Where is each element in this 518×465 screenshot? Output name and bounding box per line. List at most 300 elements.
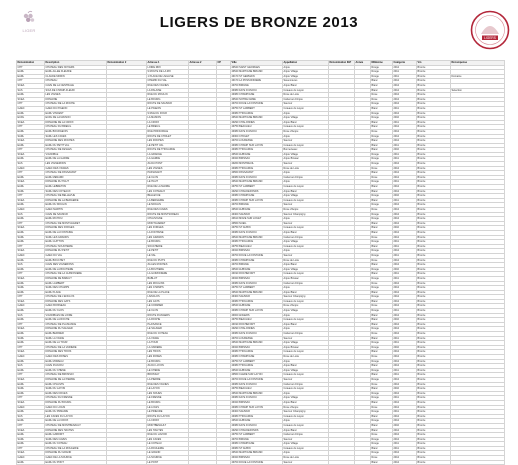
table-cell: 2011: [393, 368, 417, 373]
table-cell: Savennieres: [283, 79, 329, 84]
table-cell: 2012: [393, 97, 417, 102]
table-cell: 2010: [393, 267, 417, 272]
table-cell: Bronze: [417, 93, 451, 98]
table-cell: CHT: [17, 79, 45, 84]
table-cell: Bronze: [417, 116, 451, 121]
table-cell: Rouge: [371, 249, 393, 254]
table-cell: 2012: [393, 93, 417, 98]
table-cell: Bronze: [417, 221, 451, 226]
table-cell: SARL: [17, 437, 45, 442]
table-cell: 49380 CHAMPIGNE: [231, 442, 283, 447]
table-cell: Anjou Blanc: [283, 263, 329, 268]
table-cell: 2012: [393, 414, 417, 419]
table-cell: 49170 LA POSSONNIERE: [231, 79, 283, 84]
column-header: Description: [45, 61, 107, 66]
table-cell: 49540 AUBIGNE: [231, 208, 283, 213]
table-cell: 49700 LOURESSE: [231, 139, 283, 144]
table-cell: LA SOURCE: [147, 456, 189, 461]
column-header: Millésime: [371, 61, 393, 66]
table-cell: 49380 ST AUBIN: [231, 446, 283, 451]
table-cell: Rose de Loire: [283, 93, 329, 98]
table-cell: GAEC: [17, 208, 45, 213]
table-cell: LES CAVES DU LAYON: [45, 414, 107, 419]
table-cell: VIGNOBLE: [45, 152, 107, 157]
table-cell: 2012: [393, 456, 417, 461]
table-cell: DOMAINE DES TROIS: [45, 350, 107, 355]
table-cell: LES VIGNERONS: [45, 162, 107, 167]
table-cell: CAVE DES VIGNERONS: [45, 263, 107, 268]
table-cell: EARL DU CLOS: [45, 309, 107, 314]
table-cell: Bronze: [417, 433, 451, 438]
table-cell: EARL DU CHENE: [45, 368, 107, 373]
table-cell: Saumur Champigny: [283, 410, 329, 415]
table-cell: Rose: [371, 93, 393, 98]
table-cell: EARL MENARD: [45, 175, 107, 180]
table-cell: 2012: [393, 290, 417, 295]
table-cell: GAEC MARTIN: [45, 208, 107, 213]
table-cell: SARL: [17, 235, 45, 240]
table-cell: 49380 THOUARCE: [231, 111, 283, 116]
table-cell: Rose: [371, 129, 393, 134]
column-header: Vin: [417, 61, 451, 66]
table-cell: CHATEAU DU FRESNE: [45, 396, 107, 401]
table-cell: 2012: [393, 212, 417, 217]
table-cell: Rouge: [371, 116, 393, 121]
table-cell: LE BOURG: [147, 359, 189, 364]
table-cell: ROUTE DU LAYON: [147, 414, 189, 419]
table-cell: LE MOULIN: [147, 203, 189, 208]
table-cell: 49540 MARTIGNE BRIAND: [231, 451, 283, 456]
table-cell: Anjou Brissac: [283, 276, 329, 281]
table-cell: Blanc: [371, 148, 393, 153]
table-cell: 2012: [393, 364, 417, 369]
table-cell: Rouge: [371, 437, 393, 442]
table-cell: 49540 AUBIGNE: [231, 419, 283, 424]
table-cell: Blanc: [371, 83, 393, 88]
table-cell: Anjou: [283, 217, 329, 222]
table-cell: LE SAUGER: [147, 327, 189, 332]
table-cell: SCEA: [17, 226, 45, 231]
table-cell: 49750 BEAULIEU: [231, 244, 283, 249]
table-cell: LE PIGEON: [147, 106, 189, 111]
table-cell: Saumur: [283, 139, 329, 144]
table-cell: SCEA: [17, 83, 45, 88]
table-cell: 49700 DOUE LA FONTAINE: [231, 253, 283, 258]
table-cell: LES VIGNES: [147, 166, 189, 171]
table-cell: Rose: [371, 382, 393, 387]
table-cell: Rouge: [371, 152, 393, 157]
table-cell: CHT: [17, 345, 45, 350]
table-cell: Bronze: [417, 359, 451, 364]
table-cell: 49400 SAUMUR: [231, 295, 283, 300]
table-cell: Anjou Brissac: [283, 345, 329, 350]
table-cell: SARL LES CAVES: [45, 134, 107, 139]
table-cell: Blanc: [371, 88, 393, 93]
table-cell: LE BOURG: [147, 400, 189, 405]
table-cell: Bronze: [417, 97, 451, 102]
table-cell: EARL: [17, 230, 45, 235]
table-cell: Anjou Village: [283, 152, 329, 157]
table-cell: Anjou Village: [283, 442, 329, 447]
table-cell: Cabernet d'Anjou: [283, 433, 329, 438]
table-cell: Blanc: [371, 143, 393, 148]
table-cell: Anjou Blanc: [283, 322, 329, 327]
table-cell: [329, 460, 355, 465]
table-cell: Coteaux du Layon: [283, 226, 329, 231]
table-cell: CHT: [17, 244, 45, 249]
table-cell: 2010: [393, 423, 417, 428]
table-cell: 49380 FAYE D'ANJOU: [231, 423, 283, 428]
table-cell: Bronze: [417, 368, 451, 373]
table-cell: 2012: [393, 162, 417, 167]
table-cell: EARL: [17, 240, 45, 245]
table-cell: Bronze: [417, 175, 451, 180]
table-cell: EARL: [17, 419, 45, 424]
table-cell: Rose: [371, 235, 393, 240]
table-cell: 49380 FAYE D'ANJOU: [231, 396, 283, 401]
table-cell: SCEA: [17, 198, 45, 203]
table-cell: LOIRE RDV: [147, 65, 189, 70]
table-cell: Bronze: [417, 299, 451, 304]
table-cell: 9 RUE DU FOUR: [147, 111, 189, 116]
table-cell: Bronze: [417, 139, 451, 144]
table-cell: Bronze: [417, 377, 451, 382]
table-cell: LE LAYON: [147, 387, 189, 392]
table-cell: Blanc: [371, 336, 393, 341]
table-cell: CHATEAU DE MONTGUERET: [45, 221, 107, 226]
table-cell: DOMAINE DE BABLUT: [45, 276, 107, 281]
table-cell: 49300 CHOLET: [231, 134, 283, 139]
table-cell: 2012: [393, 221, 417, 226]
table-cell: LA PALAISE: [147, 88, 189, 93]
column-header: Catégorie: [393, 61, 417, 66]
table-cell: DOMAINE DU SAUGER: [45, 327, 107, 332]
table-cell: EARL: [17, 143, 45, 148]
table-cell: 2011: [393, 442, 417, 447]
table-cell: EARL: [17, 70, 45, 75]
table-cell: SCEA: [17, 327, 45, 332]
table-cell: 49380 FAYE D'ANJOU: [231, 230, 283, 235]
table-cell: 2011: [393, 240, 417, 245]
table-cell: Coteaux du Layon: [283, 299, 329, 304]
table-cell: Coteaux du Layon: [283, 373, 329, 378]
table-cell: Cabernet d'Anjou: [283, 332, 329, 337]
column-header: Dénomination 2: [107, 61, 147, 66]
table-cell: LE PETIT: [147, 249, 189, 254]
table-cell: LE BOURG: [147, 97, 189, 102]
table-cell: 49380 CHAMPIGNE: [231, 355, 283, 360]
table-cell: 2011: [393, 410, 417, 415]
table-cell: Blanc: [371, 373, 393, 378]
table-cell: SAS: [17, 263, 45, 268]
table-cell: Saumur: [283, 377, 329, 382]
table-cell: 2012: [393, 405, 417, 410]
table-cell: Bronze: [417, 120, 451, 125]
table-cell: 49380 FAYE D'ANJOU: [231, 88, 283, 93]
table-cell: Anjou Blanc: [283, 290, 329, 295]
table-cell: SCEA: [17, 152, 45, 157]
table-cell: Saumur: [283, 203, 329, 208]
table-cell: GAEC: [17, 166, 45, 171]
table-cell: 49750 BEAULIEU: [231, 318, 283, 323]
table-cell: 2012: [393, 322, 417, 327]
table-cell: Rose de Loire: [283, 258, 329, 263]
table-cell: Saumur: [283, 221, 329, 226]
table-cell: Coteaux du Layon: [283, 198, 329, 203]
table-cell: 49540 AUBIGNE: [231, 267, 283, 272]
table-cell: LE CLOS: [147, 175, 189, 180]
column-header: Dénomination IGP: [329, 61, 355, 66]
table-cell: Bronze: [417, 309, 451, 314]
table-cell: GAEC BOISSEAU: [45, 304, 107, 309]
table-cell: Anjou Blanc: [283, 189, 329, 194]
table-cell: Bronze: [417, 70, 451, 75]
table-cell: 2011: [393, 74, 417, 79]
table-cell: LA GUIMONIERE: [147, 272, 189, 277]
table-cell: Bronze: [417, 180, 451, 185]
table-cell: 49540 AUBIGNE: [231, 368, 283, 373]
table-cell: 9 ROUTE DE LA RIV: [147, 70, 189, 75]
table-cell: 49750 ST LAMBERT: [231, 185, 283, 190]
table-cell: CAVE DE LA CENTRALE: [45, 83, 107, 88]
table-cell: Bronze: [417, 235, 451, 240]
table-cell: 2012: [393, 382, 417, 387]
table-cell: Blanc: [371, 423, 393, 428]
table-cell: Rouge: [371, 194, 393, 199]
table-cell: Bronze: [417, 198, 451, 203]
table-cell: 49320 BRISSAC: [231, 345, 283, 350]
table-cell: Rouge: [371, 286, 393, 291]
table-cell: Saumur Champigny: [283, 212, 329, 217]
table-cell: 49320 BRISSAC: [231, 249, 283, 254]
table-cell: Rose de Loire: [283, 355, 329, 360]
table-cell: GAEC: [17, 106, 45, 111]
table-cell: Blanc: [371, 350, 393, 355]
table-cell: 49750 ST LAMBERT: [231, 106, 283, 111]
table-cell: Bronze: [417, 405, 451, 410]
table-cell: EARL VINCENT: [45, 111, 107, 116]
table-cell: LE BREUIL: [147, 125, 189, 130]
table-cell: EARL: [17, 74, 45, 79]
table-cell: Cabernet d'Anjou: [283, 97, 329, 102]
table-cell: 2012: [393, 332, 417, 337]
table-cell: 49750 BEAULIEU: [231, 125, 283, 130]
table-cell: 2012: [393, 451, 417, 456]
table-cell: Anjou Village: [283, 396, 329, 401]
table-cell: DOMAINE DES HAUTES: [45, 428, 107, 433]
table-cell: Coteaux du Layon: [283, 423, 329, 428]
table-cell: Bronze: [417, 446, 451, 451]
table-cell: 49540 AUBIGNE: [231, 152, 283, 157]
table-cell: LE HAUT: [147, 180, 189, 185]
table-cell: GAEC DES VIGNES: [45, 166, 107, 171]
table-cell: EARL: [17, 111, 45, 116]
table-cell: GAEC: [17, 405, 45, 410]
table-cell: EARL DE LA TOUR: [45, 341, 107, 346]
table-cell: EARL BOURGEOIS: [45, 129, 107, 134]
table-cell: DOMAINE DE LA CROIX: [45, 120, 107, 125]
table-cell: BROSSAY: [147, 373, 189, 378]
table-cell: Rouge: [371, 203, 393, 208]
table-cell: LES CAVES: [147, 437, 189, 442]
table-cell: Rose d'Anjou: [283, 129, 329, 134]
table-cell: 49540 MARTIGNE BRIAND: [231, 235, 283, 240]
table-cell: Rouge: [371, 451, 393, 456]
table-cell: 49380 THOUARCE: [231, 350, 283, 355]
table-cell: ROUTE D'ANGERS: [147, 313, 189, 318]
table-cell: CHT: [17, 171, 45, 176]
table-cell: Blanc: [371, 322, 393, 327]
table-cell: DOMAINE DE LA BERGERIE: [45, 198, 107, 203]
document-title: LIGERS DE BRONZE 2013: [159, 14, 359, 31]
table-cell: EARL: [17, 258, 45, 263]
table-cell: [355, 460, 371, 465]
table-cell: LE GRAND: [147, 451, 189, 456]
table-cell: 49700 BRIGNE: [231, 203, 283, 208]
table-cell: DOMAINE DE LA PIERRE: [45, 377, 107, 382]
table-cell: LES ROCHES: [147, 139, 189, 144]
table-cell: 2012: [393, 208, 417, 213]
table-cell: Anjou: [283, 134, 329, 139]
table-cell: Rouge: [371, 359, 393, 364]
table-cell: Anjou: [283, 451, 329, 456]
table-cell: BABLUT: [147, 276, 189, 281]
table-cell: 2011: [393, 106, 417, 111]
table-cell: Bronze: [417, 185, 451, 190]
table-cell: Rouge: [371, 419, 393, 424]
table-cell: 49750 BEAULIEU: [231, 387, 283, 392]
table-cell: Bronze: [417, 194, 451, 199]
table-cell: LA BERGERIE: [147, 198, 189, 203]
table-cell: 49290 CHALONNES: [231, 120, 283, 125]
table-cell: Blanc: [371, 446, 393, 451]
table-cell: SCEA: [17, 400, 45, 405]
table-cell: LA FONTAINE: [147, 230, 189, 235]
table-cell: Bronze: [417, 423, 451, 428]
table-cell: ZA DU PONT: [147, 162, 189, 167]
table-cell: Coteaux du Layon: [283, 387, 329, 392]
table-cell: SARL: [17, 189, 45, 194]
table-cell: Blanc: [371, 79, 393, 84]
table-cell: Bronze: [417, 212, 451, 217]
table-cell: EARL: [17, 93, 45, 98]
table-cell: Blanc: [371, 198, 393, 203]
awards-table: [16, 60, 505, 465]
table-cell: CHAUVIGNE: [147, 217, 189, 222]
table-cell: 2012: [393, 355, 417, 360]
table-cell: Rose: [371, 456, 393, 461]
table-cell: EARL GABORIT: [45, 433, 107, 438]
table-cell: Bronze: [417, 263, 451, 268]
table-cell: Anjou: [283, 391, 329, 396]
table-cell: 2012: [393, 171, 417, 176]
table-cell: EARL DES NOUES: [45, 391, 107, 396]
table-cell: 49380 THOUARCE: [231, 166, 283, 171]
table-cell: SAS: [17, 212, 45, 217]
table-cell: CHATEAU DU BREUIL: [45, 125, 107, 130]
table-cell: SCEA: [17, 276, 45, 281]
table-cell: 2012: [393, 203, 417, 208]
table-cell: Cabernet d'Anjou: [283, 175, 329, 180]
table-cell: LA ROULERIE: [147, 446, 189, 451]
table-cell: 2011: [393, 446, 417, 451]
table-cell: Bronze: [417, 171, 451, 176]
table-cell: 49320 BRISSAC: [231, 400, 283, 405]
table-cell: DOMAINE DU HAUT: [45, 180, 107, 185]
table-cell: Bronze: [417, 442, 451, 447]
table-cell: 49380 FAYE D'ANJOU: [231, 281, 283, 286]
table-cell: 2012: [393, 185, 417, 190]
table-cell: 49540 MARTIGNE BRIAND: [231, 391, 283, 396]
table-cell: LA BOUTIERE: [147, 267, 189, 272]
table-cell: 49540 MARTIGNE BRIAND: [231, 70, 283, 75]
table-cell: LE CORMIER: [147, 304, 189, 309]
table-cell: 49380 FAYE D'ANJOU: [231, 382, 283, 387]
table-cell: EARL CHAUVIN: [45, 382, 107, 387]
table-cell: EARL: [17, 267, 45, 272]
table-cell: ROUTE DE CHOLET: [147, 134, 189, 139]
table-cell: GAEC: [17, 456, 45, 461]
table-cell: SARL DES CHAMPS: [45, 286, 107, 291]
table-cell: LA GRANGE: [147, 152, 189, 157]
table-cell: 2010: [393, 116, 417, 121]
table-cell: 2010: [393, 226, 417, 231]
table-cell: RUE DE LA MAIRIE: [147, 185, 189, 190]
table-cell: SARL: [17, 387, 45, 392]
table-cell: Bronze: [417, 244, 451, 249]
table-cell: SARL LA VIGNE: [45, 336, 107, 341]
table-cell: Saumur: [283, 336, 329, 341]
table-cell: 2011: [393, 336, 417, 341]
table-cell: ROUTE DE MONTSOREAU: [147, 212, 189, 217]
table-cell: Bronze: [417, 203, 451, 208]
table-cell: CHT: [17, 221, 45, 226]
table-cell: Bronze: [417, 437, 451, 442]
table-cell: DOMAINE DU PETIT: [45, 249, 107, 254]
table-cell: LA ROCHE: [147, 318, 189, 323]
table-cell: 2011: [393, 272, 417, 277]
table-cell: Bronze: [417, 391, 451, 396]
table-cell: Anjou Village: [283, 309, 329, 314]
table-cell: Rouge: [371, 267, 393, 272]
table-cell: Cabernet d'Anjou: [283, 382, 329, 387]
table-cell: 49380 CHAMPIGNE: [231, 93, 283, 98]
table-cell: 2011: [393, 180, 417, 185]
table-cell: Bronze: [417, 166, 451, 171]
table-cell: EARL BOUCHET: [45, 258, 107, 263]
table-cell: Blanc: [371, 364, 393, 369]
table-cell: 2012: [393, 286, 417, 291]
table-cell: Rose d'Anjou: [283, 405, 329, 410]
table-cell: Bronze: [417, 382, 451, 387]
table-cell: Rouge: [371, 309, 393, 314]
table-cell: 2012: [393, 313, 417, 318]
table-cell: Rouge: [371, 134, 393, 139]
table-cell: Anjou: [283, 111, 329, 116]
table-cell: [107, 460, 147, 465]
table-cell: Bronze: [417, 286, 451, 291]
table-cell: 49540 MARTIGNE BRIAND: [231, 341, 283, 346]
column-header: Adresse 1: [147, 61, 189, 66]
table-cell: SARL LES GRANDS: [45, 235, 107, 240]
table-cell: SARL DES COTEAUX: [45, 189, 107, 194]
table-cell: 2012: [393, 377, 417, 382]
table-cell: Bronze: [417, 318, 451, 323]
table-cell: 49380 CHAMP SUR LAYON: [231, 198, 283, 203]
table-cell: Blanc: [371, 226, 393, 231]
table-cell: 49700 BRIGNE: [231, 263, 283, 268]
table-cell: EARL: [17, 175, 45, 180]
